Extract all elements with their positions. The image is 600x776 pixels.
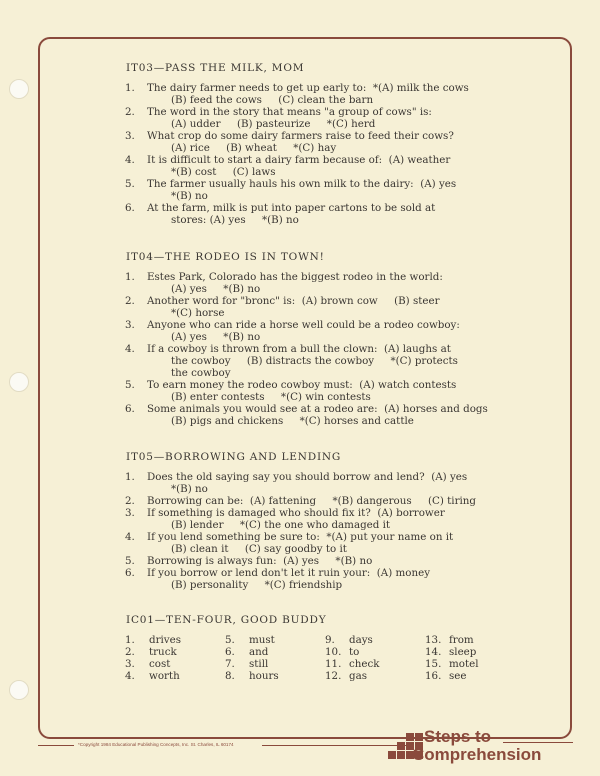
question-line: Borrowing is always fun: (A) yes *(B) no [147,555,373,567]
vocab-word [125,646,225,658]
vocab-text: from [449,634,474,646]
section-it04 [125,251,525,427]
footer-rule-left [38,745,74,746]
question-line: To earn money the rodeo cowboy must: (A) watch contests [147,379,457,391]
vocab-word [325,646,425,658]
vocab-word [125,634,225,646]
vocab-word [225,670,325,682]
section-it03 [125,62,525,226]
vocab-text: hours [249,670,279,682]
question-line: The dairy farmer needs to get up early to: *(A) milk the cows [147,82,469,94]
question-number: 3. [125,130,135,142]
vocab-word [325,670,425,682]
vocab-word [125,670,225,682]
question-item [125,202,525,226]
question-item [125,471,525,495]
question-line: (A) yes *(B) no [171,283,261,295]
question-item [125,531,525,555]
question-item [125,379,525,403]
vocab-word [225,658,325,670]
vocab-number: 6. [225,646,235,658]
vocab-word [425,634,525,646]
question-line: stores: (A) yes *(B) no [171,214,299,226]
question-number: 6. [125,403,135,415]
question-item [125,555,525,567]
vocab-number: 4. [125,670,135,682]
section-title: IT03—PASS THE MILK, MOM [126,62,305,74]
question-line: If you lend something be sure to: *(A) put your name on it [147,531,454,543]
question-number: 5. [125,555,135,567]
question-item [125,295,525,319]
vocab-text: see [449,670,467,682]
copyright-notice: *Copyright 1984 Educational Publishing Concepts, Inc. St. Charles, IL 60174 [78,742,234,747]
vocab-text: still [249,658,269,670]
vocab-text: and [249,646,269,658]
question-item [125,567,525,591]
question-line: *(C) horse [171,307,225,319]
question-number: 2. [125,106,135,118]
question-line: *(B) no [171,190,208,202]
vocab-number: 16. [425,670,442,682]
question-line: the cowboy (B) distracts the cowboy *(C) protects [171,355,458,367]
question-line: the cowboy [171,367,231,379]
question-number: 6. [125,567,135,579]
question-number: 4. [125,531,135,543]
question-number: 1. [125,471,135,483]
question-number: 3. [125,319,135,331]
vocab-word [225,646,325,658]
question-number: 5. [125,178,135,190]
vocab-number: 14. [425,646,442,658]
question-item [125,319,525,343]
punch-hole-bottom [9,680,29,700]
vocab-text: check [349,658,380,670]
question-line: (B) feed the cows (C) clean the barn [171,94,374,106]
vocab-number: 5. [225,634,235,646]
section-title: IT04—THE RODEO IS IN TOWN! [126,251,325,263]
question-line: Does the old saying say you should borrow and lend? (A) yes [147,471,468,483]
question-line: If something is damaged who should fix it? (A) borrower [147,507,445,519]
question-line: It is difficult to start a dairy farm because of: (A) weather [147,154,451,166]
vocab-word [425,658,525,670]
vocab-word [425,670,525,682]
question-line: The word in the story that means "a group of cows" is: [147,106,432,118]
question-number: 4. [125,343,135,355]
vocab-number: 11. [325,658,342,670]
vocab-text: worth [149,670,180,682]
question-line: (A) udder (B) pasteurize *(C) herd [171,118,376,130]
question-item [125,507,525,531]
question-number: 4. [125,154,135,166]
question-line: If you borrow or lend don't let it ruin your: (A) money [147,567,431,579]
vocab-text: cost [149,658,171,670]
question-number: 1. [125,271,135,283]
vocab-number: 12. [325,670,342,682]
vocab-number: 3. [125,658,135,670]
vocab-number: 1. [125,634,135,646]
vocab-text: days [349,634,373,646]
question-line: Some animals you would see at a rodeo are: (A) horses and dogs [147,403,488,415]
question-line: (B) enter contests *(C) win contests [171,391,371,403]
punch-hole-middle [9,372,29,392]
vocab-word [325,658,425,670]
vocab-number: 10. [325,646,342,658]
question-line: (B) lender *(C) the one who damaged it [171,519,391,531]
question-line: If a cowboy is thrown from a bull the clown: (A) laughs at [147,343,451,355]
question-item [125,271,525,295]
question-line: (A) yes *(B) no [171,331,261,343]
question-line: The farmer usually hauls his own milk to the dairy: (A) yes [147,178,457,190]
question-line: Estes Park, Colorado has the biggest rodeo in the world: [147,271,443,283]
question-item [125,178,525,202]
question-number: 2. [125,495,135,507]
question-number: 1. [125,82,135,94]
vocab-text: gas [349,670,368,682]
vocab-text: drives [149,634,182,646]
question-item [125,130,525,154]
question-item [125,82,525,106]
vocab-text: sleep [449,646,477,658]
section-title: IC01—TEN-FOUR, GOOD BUDDY [126,614,327,626]
vocab-text: must [249,634,275,646]
vocab-number: 15. [425,658,442,670]
question-item [125,154,525,178]
vocab-number: 7. [225,658,235,670]
vocab-word [225,634,325,646]
question-number: 2. [125,295,135,307]
question-number: 5. [125,379,135,391]
punch-hole-top [9,79,29,99]
section-title: IT05—BORROWING AND LENDING [126,451,342,463]
question-line: (A) rice (B) wheat *(C) hay [171,142,337,154]
logo-line2: Comprehension [412,745,542,764]
logo-line1: Steps to [424,727,492,746]
question-line: (B) clean it (C) say goodby to it [171,543,347,555]
section-ic01 [125,614,525,682]
vocab-word [125,658,225,670]
question-line: (B) personality *(C) friendship [171,579,343,591]
section-it05 [125,451,525,591]
question-line: Another word for "bronc" is: (A) brown cow (B) steer [147,295,440,307]
question-line: Anyone who can ride a horse well could be a rodeo cowboy: [147,319,460,331]
question-item [125,106,525,130]
question-number: 6. [125,202,135,214]
steps-to-comprehension-logo [388,727,578,769]
vocab-number: 2. [125,646,135,658]
vocab-text: motel [449,658,479,670]
question-line: At the farm, milk is put into paper cartons to be sold at [147,202,436,214]
vocab-number: 9. [325,634,335,646]
question-line: What crop do some dairy farmers raise to feed their cows? [147,130,454,142]
vocab-number: 13. [425,634,442,646]
question-line: Borrowing can be: (A) fattening *(B) dangerous (C) tiring [147,495,477,507]
vocab-text: truck [149,646,177,658]
question-item [125,495,525,507]
question-line: *(B) no [171,483,208,495]
vocab-word [325,634,425,646]
logo-rule [503,742,573,743]
question-line: *(B) cost (C) laws [171,166,276,178]
vocab-text: to [349,646,360,658]
question-line: (B) pigs and chickens *(C) horses and cattle [171,415,414,427]
question-item [125,343,525,379]
vocab-number: 8. [225,670,235,682]
vocabulary-grid [125,634,525,682]
question-item [125,403,525,427]
vocab-word [425,646,525,658]
question-number: 3. [125,507,135,519]
